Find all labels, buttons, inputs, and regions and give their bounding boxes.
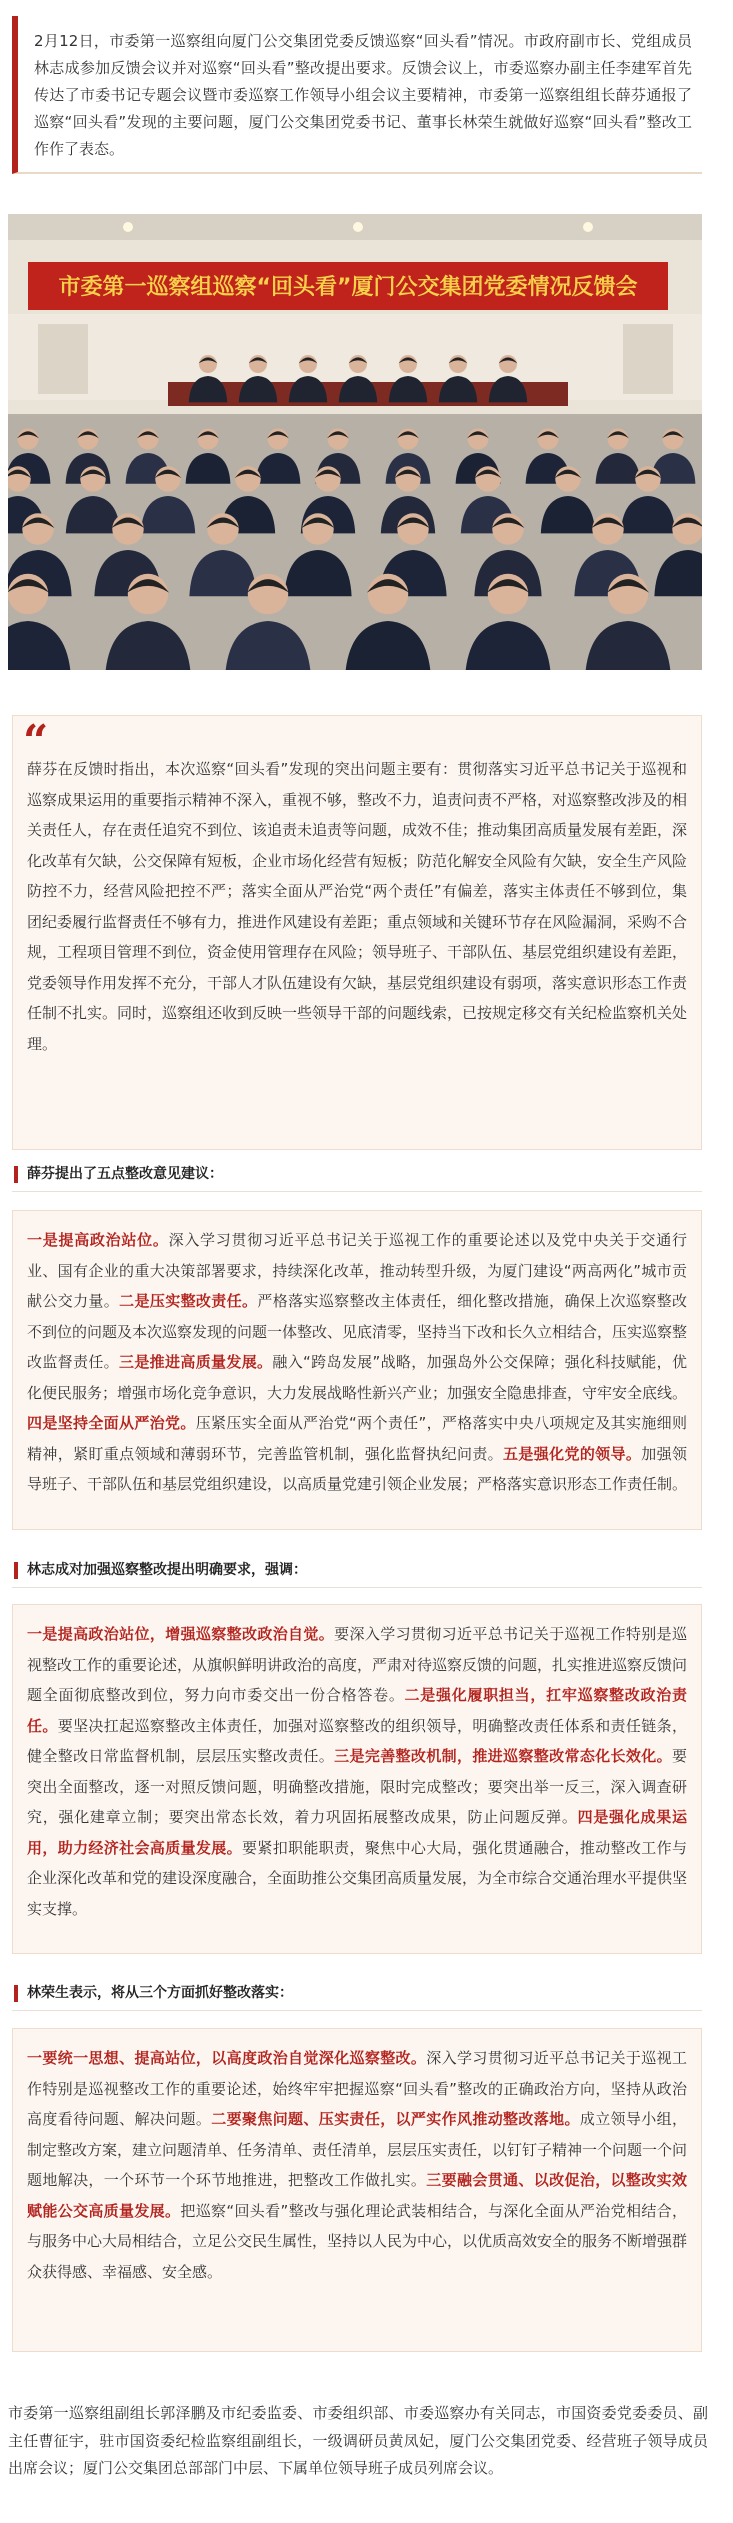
intro-block <box>12 16 702 174</box>
body-text: 要紧扣职能职责，聚焦中心大局，强化贯通融合，推动整改工作与企业深化改革和党的建设深度融合，全面助推公交集团高质量发展，为全市综合交通治理水平提供坚实支撑。 <box>27 1838 688 1918</box>
highlight-point: 二是强化履职担当，扛牢巡察整改政治责任。 <box>27 1686 687 1735</box>
quote-mark-icon: “ <box>23 716 49 767</box>
ceiling-light <box>123 222 133 232</box>
highlight-point: 二是压实整改责任。 <box>119 1292 258 1310</box>
highlight-point: 三是完善整改机制，推进巡察整改常态化长效化。 <box>334 1747 672 1765</box>
feedback-text: 薛芬在反馈时指出，本次巡察“回头看”发现的突出问题主要有：贯彻落实习近平总书记关于巡视和巡察成果运用的重要指示精神不深入，重视不够，整改不力，追责问责不严格，对巡察整改涉及的相关责任人，存在责任追究不到位、该追责未追责等问题，成效不佳；推动集团高质量发展有差距，深化改革有欠缺，公交保障有短板，企业市场化经营有短板；防范化解安全风险有欠缺，安全生产风险防控不力，经营风险把控不严；落实全面从严治党“两个责任”有偏差，落实主体责任不够到位，集团纪委履行监督责任不够有力，推进作风建设有差距；重点领域和关键环节存在风险漏洞，采购不合规，工程项目管理不到位，资金使用管理存在风险；领导班子、干部队伍、基层党组织建设有差距，党委领导作用发挥不充分，干部人才队伍建设有欠缺，基层党组织建设有弱项，落实意识形态工作责任制不扎实。同时，巡察组还收到反映一些领导干部的问题线索，已按规定移交有关纪检监察机关处理。 <box>27 760 688 1053</box>
body-text: 融入“跨岛发展”战略，加强岛外公交保障；强化科技赋能，优化便民服务；增强市场化竞争意识，大力发展战略性新兴产业；加强安全隐患排查，守牢安全底线。 <box>27 1353 688 1402</box>
section3-heading: 林荣生表示，将从三个方面抓好整改落实： <box>14 1985 293 2002</box>
section2-heading: 林志成对加强巡察整改提出明确要求，强调： <box>14 1562 307 1579</box>
body-text: 压紧压实全面从严治党“两个责任”，严格落实中央八项规定及其实施细则精神，紧盯重点领域和薄弱环节，完善监管机制，强化监督执纪问责。 <box>27 1414 687 1463</box>
highlight-point: 四是强化成果运用，助力经济社会高质量发展。 <box>27 1808 687 1857</box>
feedback-box <box>12 715 702 1150</box>
highlight-point: 三要融会贯通、以改促治，以整改实效赋能公交高质量发展。 <box>27 2171 687 2220</box>
section2-text <box>27 1619 687 1924</box>
meeting-photo-illustration <box>8 214 702 670</box>
intro-text: 2月12日，市委第一巡察组向厦门公交集团党委反馈巡察“回头看”情况。市政府副市长、党组成员林志成参加反馈会议并对巡察“回头看”整改提出要求。反馈会议上，市委巡察办副主任李建军首先传达了市委书记专题会议暨市委巡察工作领导小组会议主要精神，市委第一巡察组组长薛芬通报了巡察“回头看”发现的主要问题，厦门公交集团党委书记、董事长林荣生就做好巡察“回头看”整改工作作了表态。 <box>34 32 692 158</box>
divider <box>12 1587 702 1588</box>
highlight-point: 一是提高政治站位。 <box>27 1231 169 1249</box>
body-text: 要深入学习贯彻习近平总书记关于巡视工作特别是巡视整改工作的重要论述，从旗帜鲜明讲政治的高度，严肃对待巡察反馈的问题，扎实推进巡察反馈问题全面彻底整改到位，努力向市委交出一份合格答卷。 <box>27 1625 688 1704</box>
body-text: 严格落实巡察整改主体责任，细化整改措施，确保上次巡察整改不到位的问题及本次巡察发现的问题一体整改、见底清零，坚持当下改和长久立相结合，压实巡察整改监督责任。 <box>27 1292 688 1371</box>
highlight-point: 三是推进高质量发展。 <box>119 1353 273 1371</box>
banner-text: 市委第一巡察组巡察“回头看”厦门公交集团党委情况反馈会 <box>58 275 638 300</box>
section2-box <box>12 1604 702 1954</box>
section3-text <box>27 2043 687 2287</box>
body-text: 深入学习贯彻习近平总书记关于巡视工作的重要论述以及党中央关于交通行业、国有企业的重大决策部署要求，持续深化改革，推动转型升级，为厦门建设“两高两化”城市贡献公交力量。 <box>27 1231 687 1310</box>
highlight-point: 一是提高政治站位，增强巡察整改政治自觉。 <box>27 1625 335 1643</box>
section3-box <box>12 2028 702 2352</box>
highlight-point: 五是强化党的领导。 <box>503 1444 642 1463</box>
body-text: 要突出全面整改，逐一对照反馈问题，明确整改措施，限时完成整改；要突出举一反三，深入调查研究，强化建章立制；要突出常态长效，着力巩固拓展整改成果，防止问题反弹。 <box>27 1747 687 1826</box>
highlight-point: 二要聚焦问题、压实责任，以严实作风推动整改落地。 <box>211 2110 580 2128</box>
section1-heading: 薛芬提出了五点整改意见建议： <box>14 1166 223 1183</box>
meeting-photo <box>8 214 702 670</box>
ceiling-light <box>353 222 363 232</box>
closing-text: 市委第一巡察组副组长郭泽鹏及市纪委监委、市委组织部、市委巡察办有关同志，市国资委党委委员、副主任曹征宇，驻市国资委纪检监察组副组长，一级调研员黄凤妃，厦门公交集团党委、经营班子领导成员出席会议；厦门公交集团总部部门中层、下属单位领导班子成员列席会议。 <box>8 2404 708 2477</box>
divider <box>12 2010 702 2011</box>
body-text: 要坚决扛起巡察整改主体责任，加强对巡察整改的组织领导，明确整改责任体系和责任链条，健全整改日常监督机制，层层压实整改责任。 <box>27 1716 687 1765</box>
section1-text <box>27 1225 687 1500</box>
body-text: 深入学习贯彻习近平总书记关于巡视工作特别是巡视整改工作的重要论述，始终牢牢把握巡察“回头看”整改的正确政治方向，坚持从政治高度看待问题、解决问题。 <box>27 2049 687 2128</box>
section1-box <box>12 1210 702 1530</box>
wall-panel <box>623 324 673 394</box>
ceiling-light <box>583 222 593 232</box>
body-text: 成立领导小组，制定整改方案，建立问题清单、任务清单、责任清单，层层压实责任，以钉钉子精神一个问题一个问题地解决，一个环节一个环节地推进，把整改工作做扎实。 <box>27 2110 688 2189</box>
body-text: 把巡察“回头看”整改与强化理论武装相结合，与深化全面从严治党相结合，与服务中心大局相结合，立足公交民生属性，坚持以人民为中心，以优质高效安全的服务不断增强群众获得感、幸福感、安全感。 <box>27 2201 688 2281</box>
highlight-point: 一要统一思想、提高站位，以高度政治自觉深化巡察整改。 <box>27 2049 427 2067</box>
body-text: 加强领导班子、干部队伍和基层党组织建设，以高质量党建引领企业发展；严格落实意识形态工作责任制。 <box>27 1444 688 1493</box>
closing-block <box>8 2400 708 2483</box>
highlight-point: 四是坚持全面从严治党。 <box>27 1414 196 1432</box>
wall-panel <box>38 324 88 394</box>
divider <box>12 1191 702 1192</box>
floor <box>8 414 702 670</box>
